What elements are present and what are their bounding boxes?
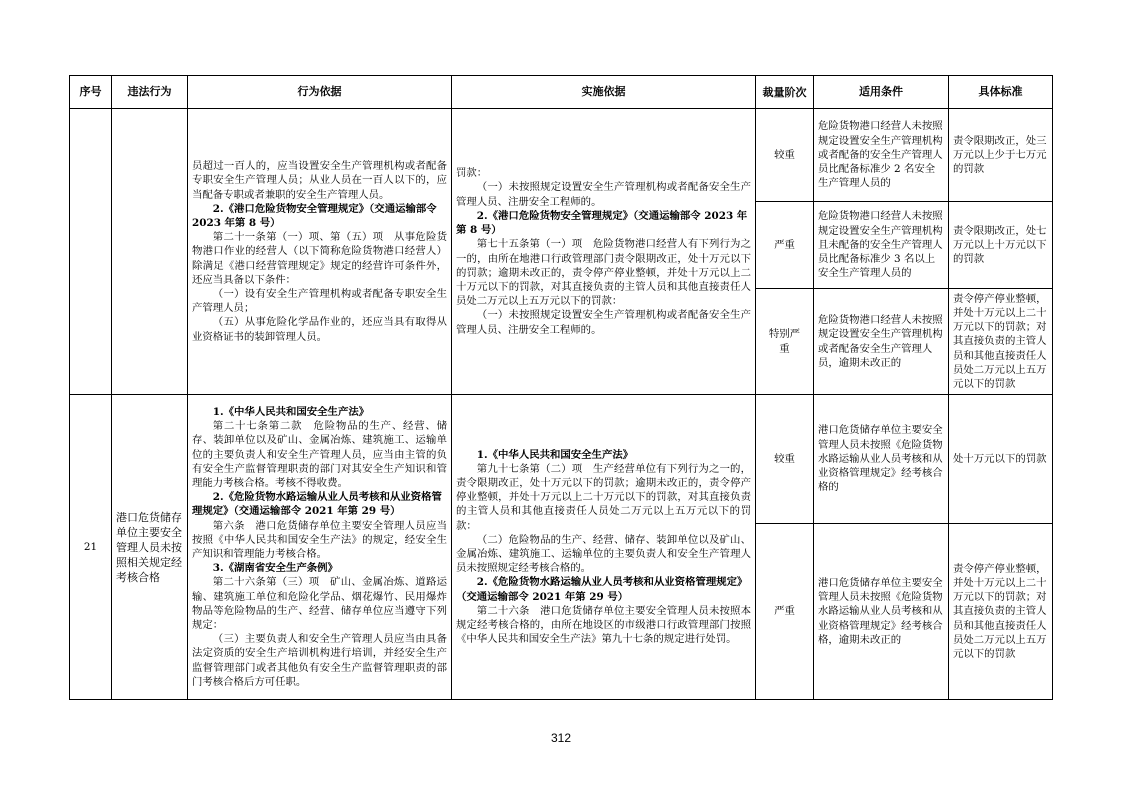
law-paragraph: （一）未按照规定设置安全生产管理机构或者配备安全生产管理人员、注册安全工程师的。 bbox=[456, 309, 751, 336]
law-heading: 3.《湖南省安全生产条例》 bbox=[212, 562, 338, 575]
row21-number: 21 bbox=[70, 395, 112, 700]
law-heading: 2.《港口危险货物安全管理规定》（交通运输部令 2023 年第 8 号） bbox=[192, 202, 437, 229]
header-condition: 适用条件 bbox=[814, 76, 949, 109]
row20-level-2: 严重 bbox=[756, 202, 814, 289]
row20-condition-2: 危险货物港口经营人未按照规定设置安全生产管理机构且未配备的安全生产管理人员比配备标准少 3 名以上安全生产管理人员的 bbox=[814, 202, 949, 289]
law-paragraph: 第七十五条第（一）项 危险货物港口经营人有下列行为之一的，由所在地港口行政管理部门责令限期改正，处十万元以下的罚款；逾期未改正的，责令停产停业整顿，并处十万元以上二十万元以下的罚款，对其直接负责的主管人员和其他直接责任人员处二万元以上五万元以下的罚款： bbox=[456, 238, 751, 308]
row21-standard-1: 处十万元以下的罚款 bbox=[949, 395, 1053, 524]
row21-condition-2: 港口危货储存单位主要安全管理人员未按照《危险货物水路运输从业人员考核和从业资格管理规定》经考核合格，逾期未改正的 bbox=[814, 524, 949, 700]
row20-standard-2: 责令限期改正，处七万元以上十万元以下的罚款 bbox=[949, 202, 1053, 289]
page-number: 312 bbox=[550, 731, 572, 745]
table-row bbox=[70, 395, 1053, 524]
law-paragraph: （三）主要负责人和安全生产管理人员应当由具备法定资质的安全生产培训机构进行培训，并经安全生产监督管理部门或者其他负有安全生产监督管理职责的部门考核合格后方可任职。 bbox=[192, 633, 447, 688]
row21-level-1: 较重 bbox=[756, 395, 814, 524]
row20-level-3: 特别严重 bbox=[756, 289, 814, 395]
law-paragraph: 第二十一条第（一）项、第（五）项 从事危险货物港口作业的经营人（以下简称危险货物港口经营人）除满足《港口经营管理规定》规定的经营许可条件外，还应当具备以下条件： bbox=[192, 231, 447, 286]
law-paragraph: 第六条 港口危货储存单位主要安全管理人员应当按照《中华人民共和国安全生产法》的规定，经安全生产知识和管理能力考核合格。 bbox=[192, 519, 447, 560]
header-row bbox=[70, 76, 1053, 109]
header-violation: 违法行为 bbox=[112, 76, 188, 109]
header-basis: 行为依据 bbox=[188, 76, 452, 109]
row20-standard-3: 责令停产停业整顿，并处十万元以上二十万元以下的罚款；对其直接负责的主管人员和其他直接责任人员处二万元以上五万元以下的罚款 bbox=[949, 289, 1053, 395]
header-implementation: 实施依据 bbox=[452, 76, 756, 109]
header-standard: 具体标准 bbox=[949, 76, 1053, 109]
law-paragraph: 第二十六条第（三）项 矿山、金属冶炼、道路运输、建筑施工单位和危险化学品、烟花爆竹、民用爆炸物品等危险物品的生产、经营、储存单位应当遵守下列规定： bbox=[192, 576, 447, 632]
row21-standard-2: 责令停产停业整顿，并处十万元以上二十万元以下的罚款；对其直接负责的主管人员和其他直接责任人员处二万元以上五万元以下的罚款 bbox=[949, 524, 1053, 700]
row21-violation: 港口危货储存单位主要安全管理人员未按照相关规定经考核合格 bbox=[112, 395, 188, 700]
header-level: 裁量阶次 bbox=[756, 76, 814, 109]
law-paragraph: （五）从事危险化学品作业的，还应当具有取得从业资格证书的装卸管理人员。 bbox=[192, 316, 447, 343]
header-number: 序号 bbox=[70, 76, 112, 109]
law-paragraph: （二）危险物品的生产、经营、储存、装卸单位以及矿山、金属冶炼、建筑施工、运输单位的主要负责人和安全生产管理人员未按照规定经考核合格的。 bbox=[456, 533, 751, 575]
row20-implementation bbox=[452, 109, 756, 395]
law-paragraph: 第九十七条第（二）项 生产经营单位有下列行为之一的，责令限期改正，处十万元以下的罚款；逾期未改正的，责令停产停业整顿，并处十万元以上二十万元以下的罚款，对其直接负责的主管人员和其他直接责任人员处二万元以上五万元以下的罚款： bbox=[456, 462, 751, 532]
row21-basis bbox=[188, 395, 452, 700]
law-paragraph: 第二十六条 港口危货储存单位主要安全管理人员未按照本规定经考核合格的，由所在地设区的市级港口行政管理部门按照《中华人民共和国安全生产法》第九十七条的规定进行处罚。 bbox=[456, 604, 751, 646]
row20-condition-3: 危险货物港口经营人未按照规定设置安全生产管理机构或者配备安全生产管理人员，逾期未改正的 bbox=[814, 289, 949, 395]
row20-level-1: 较重 bbox=[756, 109, 814, 202]
law-paragraph: （一）设有安全生产管理机构或者配备专职安全生产管理人员； bbox=[192, 288, 447, 315]
law-heading: 1.《中华人民共和国安全生产法》 bbox=[476, 448, 634, 461]
law-heading: 2.《危险货物水路运输从业人员考核和从业资格管理规定》（交通运输部令 2021 年第 29 号） bbox=[456, 576, 748, 603]
row20-condition-1: 危险货物港口经营人未按照规定设置安全生产管理机构或者配备的安全生产管理人员比配备标准少 2 名安全生产管理人员的 bbox=[814, 109, 949, 202]
row20-basis bbox=[188, 109, 452, 395]
row21-implementation bbox=[452, 395, 756, 700]
row20-standard-1: 责令限期改正，处三万元以上少于七万元的罚款 bbox=[949, 109, 1053, 202]
law-paragraph: 员超过一百人的，应当设置安全生产管理机构或者配备专职安全生产管理人员；从业人员在一百人以下的，应当配备专职或者兼职的安全生产管理人员。 bbox=[192, 160, 447, 201]
row21-level-2: 严重 bbox=[756, 524, 814, 700]
row20-violation bbox=[112, 109, 188, 395]
law-heading: 1.《中华人民共和国安全生产法》 bbox=[212, 405, 370, 418]
table-row bbox=[70, 109, 1053, 202]
law-paragraph: （一）未按照规定设置安全生产管理机构或者配备安全生产管理人员、注册安全工程师的。 bbox=[456, 181, 751, 208]
law-heading: 2.《危险货物水路运输从业人员考核和从业资格管理规定》（交通运输部令 2021 年第 29 号） bbox=[192, 491, 442, 518]
law-paragraph: 罚款： bbox=[456, 167, 488, 180]
row20-number bbox=[70, 109, 112, 395]
law-heading: 2.《港口危险货物安全管理规定》（交通运输部令 2023 年第 8 号） bbox=[456, 209, 748, 237]
row21-condition-1: 港口危货储存单位主要安全管理人员未按照《危险货物水路运输从业人员考核和从业资格管理规定》经考核合格的 bbox=[814, 395, 949, 524]
law-paragraph: 第二十七条第二款 危险物品的生产、经营、储存、装卸单位以及矿山、金属冶炼、建筑施工、运输单位的主要负责人和安全生产管理人员，应当由主管的负有安全生产监督管理职责的部门对其安全生产知识和管理能力考核合格。考核不得收费。 bbox=[192, 420, 447, 489]
penalty-table bbox=[69, 75, 1053, 700]
